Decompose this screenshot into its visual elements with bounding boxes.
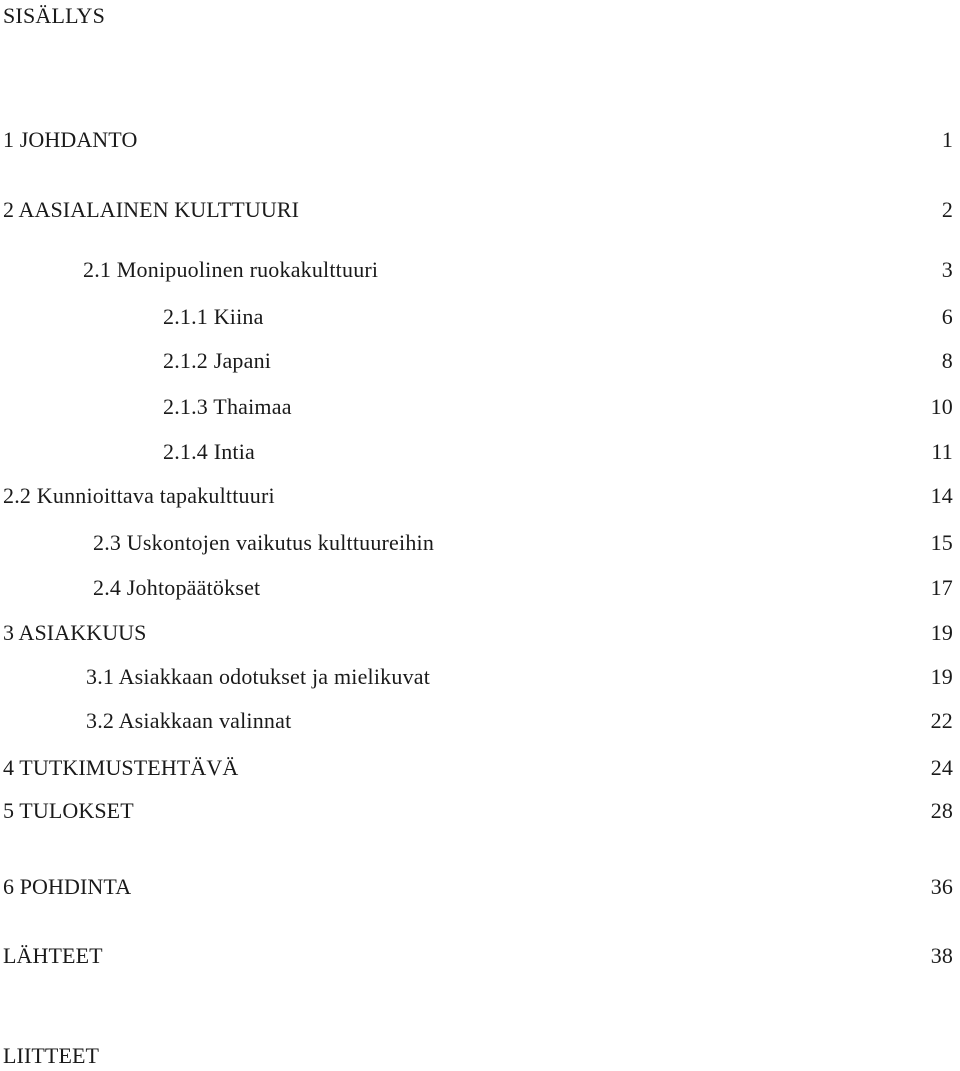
toc-entry-page: 10 [930,394,953,419]
toc-entry-page: 11 [931,439,953,464]
toc-entry-label: 2.2 Kunnioittava tapakulttuuri [3,483,275,508]
toc-entry-label: LÄHTEET [3,943,103,968]
toc-entry-label: 4 TUTKIMUSTEHTÄVÄ [3,755,239,780]
toc-entry-page: 24 [930,755,953,780]
toc-entry-japani[interactable] [163,346,953,376]
toc-entry-page: 38 [930,943,953,968]
toc-entry-thaimaa[interactable] [163,392,953,422]
toc-entry-page: 2 [941,197,953,222]
toc-entry-page: 22 [930,708,953,733]
toc-entry-label: 1 JOHDANTO [3,127,138,152]
toc-entry-asiakkuus[interactable] [3,618,953,648]
toc-entry-tutkimustehtava[interactable] [3,753,953,783]
toc-entry-pohdinta[interactable] [3,872,953,902]
toc-entry-page: 8 [941,348,953,373]
toc-entry-label: 2.1.3 Thaimaa [163,394,292,419]
page-title: SISÄLLYS [3,3,106,28]
toc-entry-label: 2.3 Uskontojen vaikutus kulttuureihin [93,530,435,555]
toc-entry-page: 14 [930,483,953,508]
toc-entry-label: 3.2 Asiakkaan valinnat [86,708,292,733]
toc-entry-monipuolinen-ruokakulttuuri[interactable] [83,255,953,285]
toc-entry-label: LIITTEET [3,1043,100,1068]
toc-entry-label: 2.1.2 Japani [163,348,272,373]
toc-entry-label: 2 AASIALAINEN KULTTUURI [3,197,300,222]
toc-entry-page: 1 [941,127,953,152]
toc-entry-label: 5 TULOKSET [3,798,134,823]
toc-entry-label: 2.1.4 Intia [163,439,256,464]
toc-entry-page: 6 [941,304,953,329]
toc-entry-aasialainen-kulttuuri[interactable] [3,195,953,225]
toc-entry-asiakkaan-valinnat[interactable] [86,706,953,736]
toc-entry-kunnioittava-tapakulttuuri[interactable] [3,481,953,511]
toc-entry-page: 28 [930,798,953,823]
toc-entry-tulokset[interactable] [3,796,953,826]
toc-entry-label: 2.1 Monipuolinen ruokakulttuuri [83,257,379,282]
toc-entry-johdanto[interactable] [3,125,953,155]
toc-entry-label: 2.1.1 Kiina [163,304,264,329]
toc-entry-asiakkaan-odotukset[interactable] [86,662,953,692]
toc-entry-label: 3.1 Asiakkaan odotukset ja mielikuvat [86,664,431,689]
toc-entry-page: 19 [930,620,953,645]
toc-entry-page: 15 [930,530,953,555]
toc-entry-kiina[interactable] [163,302,953,332]
toc-entry-page: 3 [941,257,953,282]
toc-entry-lahteet[interactable] [3,941,953,971]
toc-entry-label: 3 ASIAKKUUS [3,620,147,645]
toc-entry-johtopaatokset[interactable] [93,573,953,603]
toc-entry-page: 36 [930,874,953,899]
toc-entry-uskontojen-vaikutus[interactable] [93,528,953,558]
toc-entry-intia[interactable] [163,437,953,467]
toc-entry-page: 19 [930,664,953,689]
toc-entry-label: 6 POHDINTA [3,874,132,899]
toc-entry-label: 2.4 Johtopäätökset [93,575,261,600]
toc-entry-page: 17 [930,575,953,600]
